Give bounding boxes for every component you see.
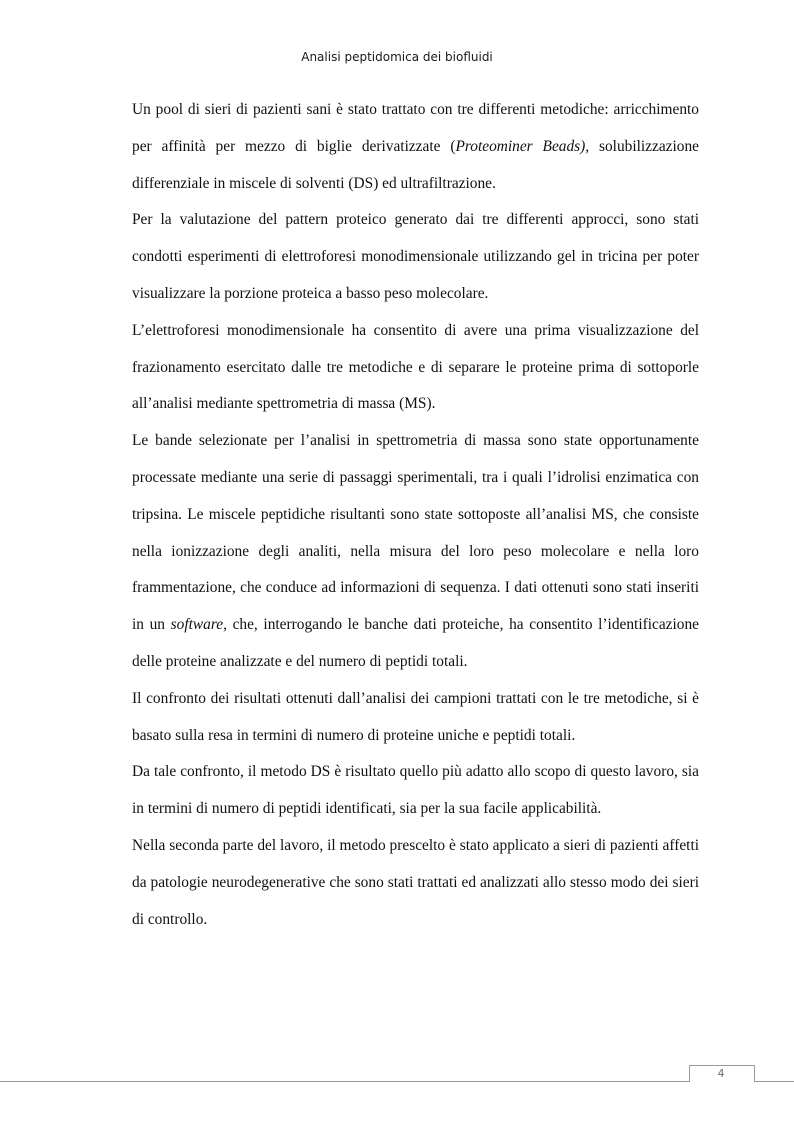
paragraph bbox=[132, 423, 699, 681]
italic-run: software bbox=[170, 616, 224, 634]
page-number: 4 bbox=[717, 1067, 725, 1080]
italic-run: Proteominer Beads) bbox=[455, 137, 586, 155]
paragraph bbox=[132, 754, 699, 828]
paragraph bbox=[132, 828, 699, 938]
text-run: Le bande selezionate per l’analisi in spettrometria di massa sono state opportunamente processate mediante una serie di passaggi sperimentali, tra i quali l’idrolisi enzimatica con tripsina. Le miscele peptidiche risultanti sono state sottoposte all’analisi MS, che consiste nella ionizzazione degli analiti, nella misura del loro peso molecolare e nella loro frammentazione, che conduce ad informazioni di sequenza. I dati ottenuti sono stati inseriti in un bbox=[132, 432, 699, 634]
text-run: , solubilizzazione differenziale in miscele di solventi (DS) ed ultrafiltrazione. bbox=[132, 137, 699, 192]
text-run: Il confronto dei risultati ottenuti dall’analisi dei campioni trattati con le tre metodiche, si è basato sulla resa in termini di numero di proteine uniche e peptidi totali. bbox=[132, 689, 699, 744]
text-run: , che, interrogando le banche dati proteiche, ha consentito l’identificazione delle proteine analizzate e del numero di peptidi totali. bbox=[132, 616, 699, 670]
paragraph bbox=[132, 92, 699, 202]
footer-rule bbox=[0, 1081, 794, 1082]
text-run: Nella seconda parte del lavoro, il metodo prescelto è stato applicato a sieri di pazienti affetti da patologie neurodegenerative che sono stati trattati ed analizzati allo stesso modo dei sieri di controllo. bbox=[132, 836, 699, 928]
text-run: Un pool di sieri di pazienti sani è stato trattato con tre differenti metodiche: arricchimento per affinità per mezzo di biglie derivatizzate ( bbox=[132, 101, 699, 155]
text-run: Per la valutazione del pattern proteico generato dai tre differenti approcci, sono stati condotti esperimenti di elettroforesi monodimensionale utilizzando gel in tricina per poter visualizzare la porzione proteica a basso peso molecolare. bbox=[132, 211, 699, 302]
paragraph bbox=[132, 313, 699, 423]
paragraph bbox=[132, 681, 699, 755]
paragraph bbox=[132, 202, 699, 312]
text-run: L’elettroforesi monodimensionale ha consentito di avere una prima visualizzazione del frazionamento esercitato dalle tre metodiche e di separare le proteine prima di sottoporle all’analisi mediante spettrometria di massa (MS). bbox=[132, 321, 699, 413]
running-header: Analisi peptidomica dei biofluidi bbox=[301, 50, 493, 64]
body-text bbox=[132, 92, 699, 938]
text-run: Da tale confronto, il metodo DS è risultato quello più adatto allo scopo di questo lavoro, sia in termini di numero di peptidi identificati, sia per la sua facile applicabilità. bbox=[132, 763, 699, 818]
